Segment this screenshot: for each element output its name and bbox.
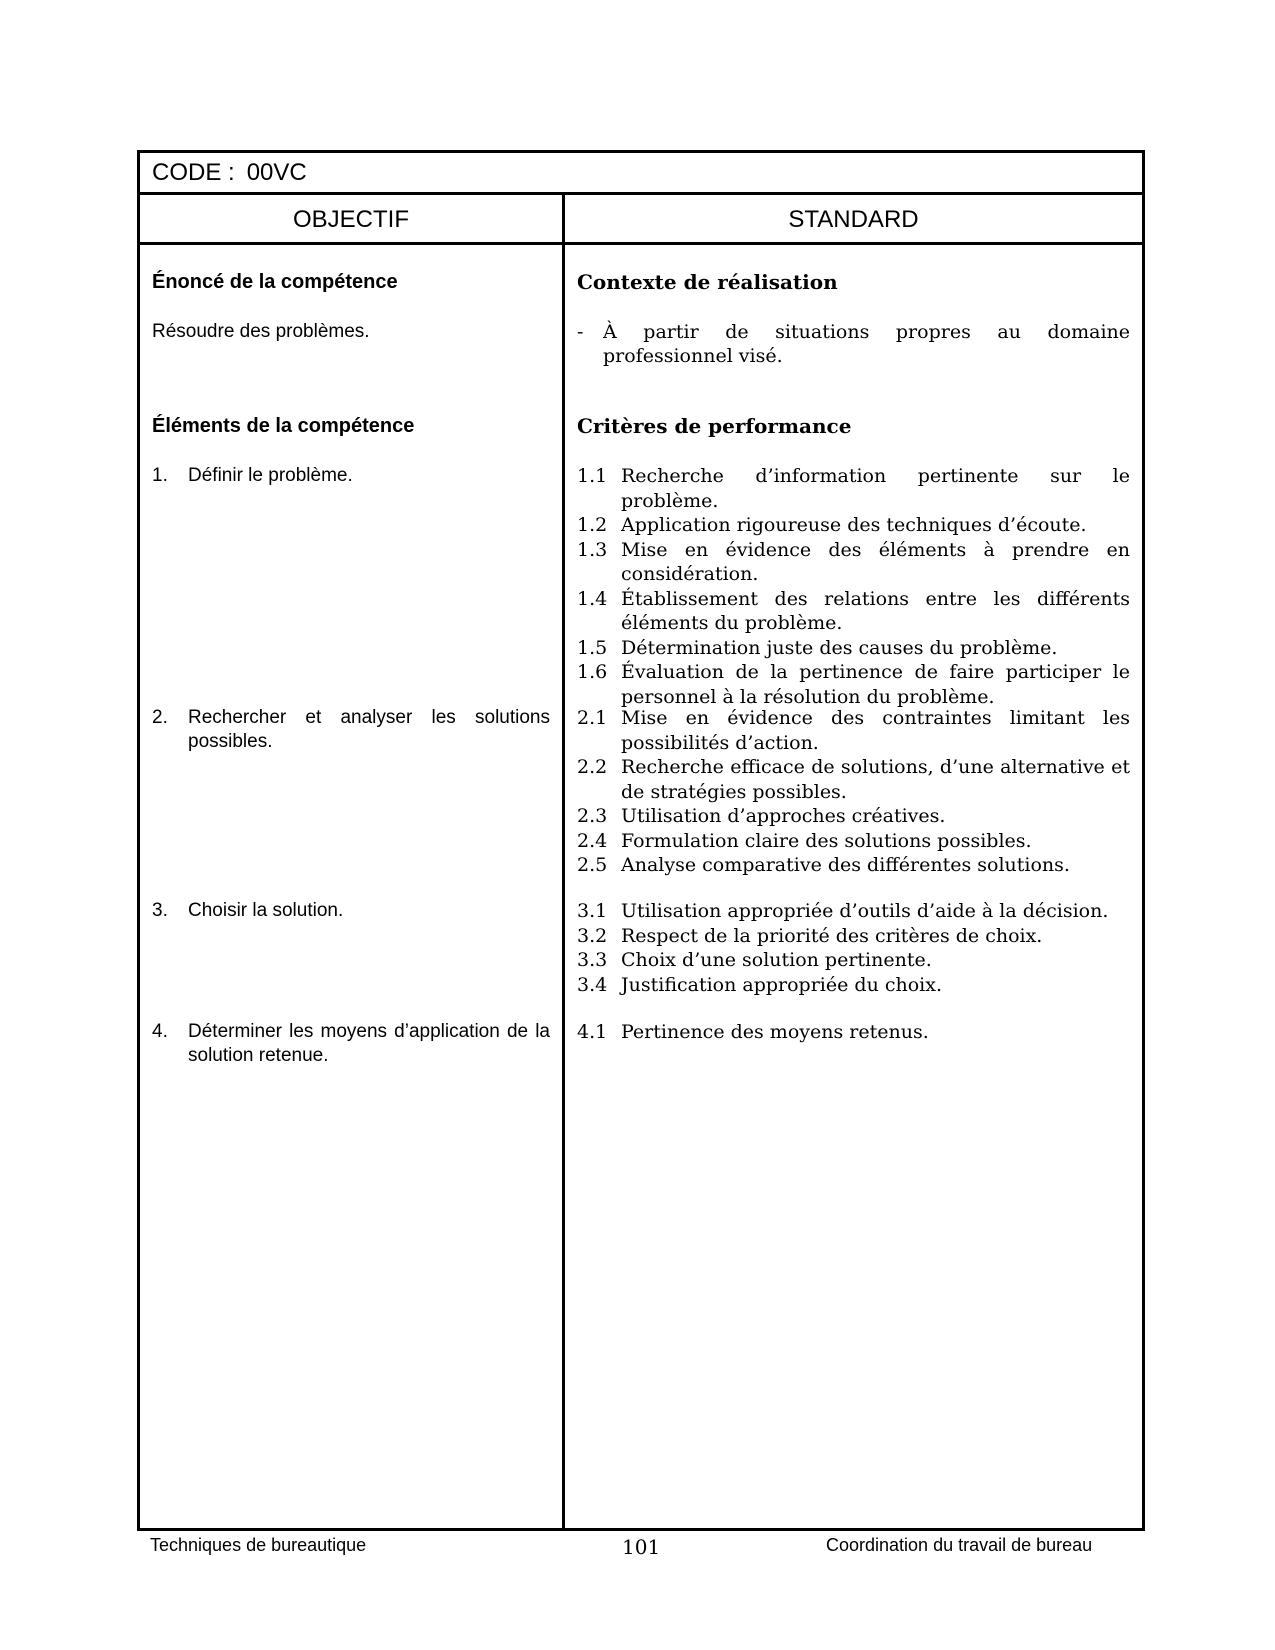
criterion-item [577, 660, 1130, 709]
criteria-group-3 [577, 899, 1130, 997]
objectif-header: OBJECTIF [292, 206, 409, 233]
enonce-title: Énoncé de la compétence [152, 271, 398, 293]
criteria-group-2 [577, 706, 1130, 878]
criterion-item [577, 706, 1130, 755]
criterion-number: 2.5 [577, 854, 608, 876]
criterion-item [577, 636, 1130, 661]
element-text: Définir le problème. [188, 465, 353, 486]
element-number: 2. [152, 707, 168, 728]
criterion-number: 2.1 [577, 707, 608, 729]
element-text: Choisir la solution. [188, 900, 344, 921]
criterion-item [577, 587, 1130, 636]
criterion-text: Analyse comparative des différentes solutions. [621, 854, 1070, 876]
criterion-text: Établissement des relations entre les différents éléments du problème. [621, 587, 1130, 634]
criterion-text: Respect de la priorité des critères de choix. [621, 924, 1043, 947]
criterion-number: 1.6 [577, 661, 608, 683]
criterion-text: Détermination juste des causes du problème. [621, 636, 1058, 659]
contexte-item [577, 320, 1130, 368]
criterion-text: Utilisation d’approches créatives. [621, 805, 946, 827]
criterion-text: Utilisation appropriée d’outils d’aide à la décision. [621, 900, 1109, 922]
code-value: 00VC [246, 159, 307, 186]
criterion-number: 1.2 [577, 514, 608, 536]
criterion-item [577, 538, 1130, 587]
column-headers [140, 195, 1142, 245]
criteres-title: Critères de performance [577, 414, 852, 438]
criterion-number: 1.4 [577, 587, 608, 610]
page-footer [0, 1535, 1275, 1565]
criterion-text: Recherche d’information pertinente sur le problème. [621, 465, 1130, 512]
criterion-number: 3.1 [577, 900, 608, 922]
contexte-list [577, 320, 1130, 368]
criterion-text: Pertinence des moyens retenus. [621, 1021, 929, 1043]
element-item [152, 464, 550, 488]
criterion-text: Mise en évidence des contraintes limitant les possibilités d’action. [621, 707, 1130, 754]
criterion-text: Choix d’une solution pertinente. [621, 949, 932, 971]
element-number: 4. [152, 1021, 168, 1042]
criteria-group-4 [577, 1020, 1130, 1045]
contexte-title: Contexte de réalisation [577, 270, 838, 294]
criterion-item [577, 948, 1130, 973]
criterion-item [577, 829, 1130, 854]
criterion-number: 2.3 [577, 805, 608, 827]
element-number: 3. [152, 900, 168, 921]
element-text: Rechercher et analyser les solutions possibles. [188, 707, 550, 752]
criterion-text: Justification appropriée du choix. [621, 973, 942, 996]
standard-header: STANDARD [788, 206, 919, 233]
criterion-item [577, 924, 1130, 949]
criterion-text: Recherche efficace de solutions, d’une alternative et de stratégies possibles. [621, 756, 1130, 803]
column-divider [562, 195, 565, 1528]
criterion-number: 1.3 [577, 538, 608, 561]
criterion-number: 3.2 [577, 924, 608, 947]
criterion-item [577, 513, 1130, 538]
page-number: 101 [622, 1535, 661, 1559]
code-label: CODE : [152, 159, 235, 186]
element-number: 1. [152, 465, 168, 486]
code-row [140, 153, 1142, 195]
element-item [152, 899, 550, 923]
criterion-number: 2.2 [577, 756, 608, 778]
footer-course: Coordination du travail de bureau [826, 1535, 1093, 1555]
footer-program: Techniques de bureautique [150, 1535, 367, 1555]
elements-title: Éléments de la compétence [152, 415, 415, 437]
criterion-item [577, 899, 1130, 924]
enonce-text: Résoudre des problèmes. [152, 321, 370, 342]
contexte-text: À partir de situations propres au domaine professionnel visé. [603, 321, 1130, 367]
criterion-number: 1.1 [577, 465, 608, 487]
element-item [152, 1020, 550, 1068]
criterion-item [577, 1020, 1130, 1045]
contexte-bullet: - [577, 321, 584, 343]
criterion-number: 2.4 [577, 829, 608, 852]
element-text: Déterminer les moyens d’application de la solution retenue. [188, 1021, 550, 1066]
criterion-text: Évaluation de la pertinence de faire participer le personnel à la résolution du problème. [621, 661, 1130, 708]
element-item [152, 706, 550, 754]
criterion-item [577, 853, 1130, 878]
criterion-text: Formulation claire des solutions possibles. [621, 829, 1032, 852]
criterion-item [577, 464, 1130, 513]
criterion-number: 4.1 [577, 1021, 608, 1043]
criterion-number: 1.5 [577, 636, 608, 659]
criteria-group-1 [577, 464, 1130, 709]
criterion-item [577, 804, 1130, 829]
criterion-number: 3.3 [577, 949, 608, 971]
competency-table [137, 150, 1145, 1531]
criterion-item [577, 973, 1130, 998]
criterion-text: Mise en évidence des éléments à prendre en considération. [621, 538, 1130, 585]
criterion-text: Application rigoureuse des techniques d’écoute. [621, 514, 1087, 536]
criterion-item [577, 755, 1130, 804]
criterion-number: 3.4 [577, 973, 608, 996]
